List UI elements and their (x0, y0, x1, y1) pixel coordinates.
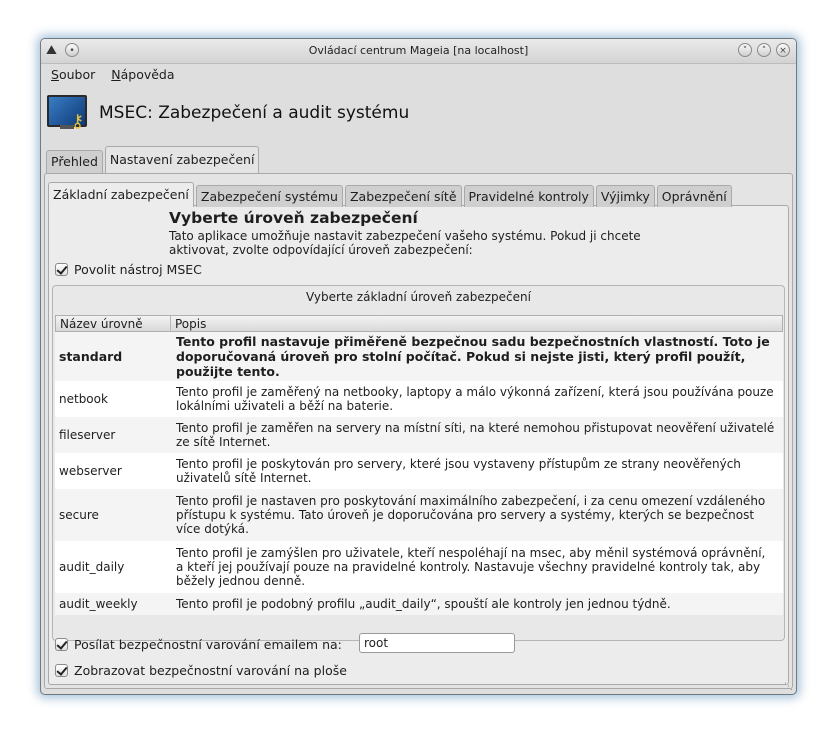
column-header-name[interactable]: Název úrovně (56, 316, 171, 331)
tab-basic-security[interactable]: Základní zabezpečení (48, 182, 194, 207)
level-name: audit_weekly (59, 597, 138, 611)
enable-msec-checkbox[interactable] (55, 263, 68, 276)
table-row[interactable] (55, 332, 783, 381)
tab-periodic-checks[interactable]: Pravidelné kontroly (464, 185, 594, 207)
table-body (55, 332, 783, 615)
level-description: Tato aplikace umožňuje nastavit zabezpečení vašeho systému. Pokud ji chcete aktivovat, zvolte odpovídající úroveň zabezpečení: (169, 229, 641, 257)
table-row[interactable] (55, 593, 783, 615)
window-title: Ovládací centrum Mageia [na localhost] (308, 44, 529, 57)
app-header (47, 95, 409, 131)
table-row[interactable] (55, 453, 783, 489)
enable-msec-row[interactable] (55, 262, 202, 277)
tab-overview[interactable]: Přehled (46, 150, 103, 173)
maximize-icon[interactable]: ˄ (757, 43, 771, 57)
inner-tabs (48, 182, 734, 207)
table-row[interactable] (55, 417, 783, 453)
titlebar (41, 39, 796, 64)
page-title: MSEC: Zabezpečení a audit systému (99, 103, 410, 123)
tab-system-security[interactable]: Zabezpečení systému (196, 185, 343, 207)
email-alerts-checkbox[interactable] (55, 638, 68, 651)
level-desc: Tento profil je zaměřený na netbooky, laptopy a málo výkonná zařízení, která jsou používána pouze lokálními uživateli a běží na baterie. (176, 385, 774, 413)
level-name: audit_daily (59, 560, 125, 574)
table-row[interactable] (55, 541, 783, 593)
desktop-alerts-row[interactable] (55, 663, 347, 678)
email-alerts-label: Posílat bezpečnostní varování emailem na: (74, 637, 342, 652)
menubar (51, 67, 175, 82)
level-desc: Tento profil nastavuje přiměřeně bezpečnou sadu bezpečnostních vlastností. Toto je doporučovaná úroveň pro stolní počítač. Pokud si nejste jisti, který profil použít, použijte tento. (176, 334, 770, 379)
desktop-alerts-checkbox[interactable] (55, 664, 68, 677)
table-header (55, 315, 783, 332)
email-alerts-row[interactable] (55, 637, 342, 652)
level-heading: Vyberte úroveň zabezpečení (169, 209, 418, 227)
level-name: secure (59, 508, 99, 522)
app-menu-icon[interactable]: ⛰ (46, 43, 57, 58)
levels-table (55, 315, 783, 615)
tab-security-settings[interactable]: Nastavení zabezpečení (105, 146, 260, 173)
tab-permissions[interactable]: Oprávnění (657, 185, 732, 207)
pin-icon[interactable]: • (65, 43, 79, 57)
menu-help[interactable]: Nápověda (111, 67, 175, 82)
tab-exceptions[interactable]: Výjimky (596, 185, 655, 207)
level-desc: Tento profil je nastaven pro poskytování maximálního zabezpečení, i za cenu omezení vzdáleného přístupu k systému. Tato úroveň je doporučována pro servery a systémy, kterých se bezpečnost více dotýká. (176, 494, 766, 536)
level-name: standard (59, 349, 123, 364)
security-monitor-icon: ⚷ (47, 95, 89, 131)
column-header-description[interactable]: Popis (175, 317, 207, 331)
menu-file[interactable]: Soubor (51, 67, 96, 82)
level-name: webserver (59, 464, 122, 478)
minimize-icon[interactable]: ˅ (738, 43, 752, 57)
level-desc: Tento profil je poskytován pro servery, které jsou vystaveny přístupům ze strany neověřených uživatelů sítě Internet. (176, 457, 741, 485)
main-window (40, 38, 797, 695)
table-row[interactable] (55, 381, 783, 417)
enable-msec-label: Povolit nástroj MSEC (74, 262, 202, 277)
table-row[interactable] (55, 489, 783, 541)
close-icon[interactable]: × (776, 43, 790, 57)
desktop-alerts-label: Zobrazovat bezpečnostní varování na ploše (74, 663, 347, 678)
level-desc: Tento profil je zaměřen na servery na místní síti, na které nemohou přistupovat neověření uživatelé ze sítě Internet. (176, 421, 775, 449)
level-name: netbook (59, 392, 108, 406)
level-desc: Tento profil je podobný profilu „audit_daily“, spouští ale kontroly jen jednou týdně. (176, 597, 671, 611)
resize-grip-icon[interactable]: ⋱ (784, 682, 793, 692)
level-desc: Tento profil je zamýšlen pro uživatele, kteří nespoléhají na msec, aby měnil systémová oprávnění, a kteří jej používají pouze na pravidelné kontroly. Nastavuje všechny pravidelné kontroly tak, aby běžely jednou denně. (176, 546, 766, 588)
email-recipient-input[interactable]: root (359, 633, 515, 653)
level-frame-title: Vyberte základní úroveň zabezpečení (306, 290, 531, 304)
level-name: fileserver (59, 428, 116, 442)
outer-tabs (46, 146, 261, 173)
tab-network-security[interactable]: Zabezpečení sítě (345, 185, 462, 207)
